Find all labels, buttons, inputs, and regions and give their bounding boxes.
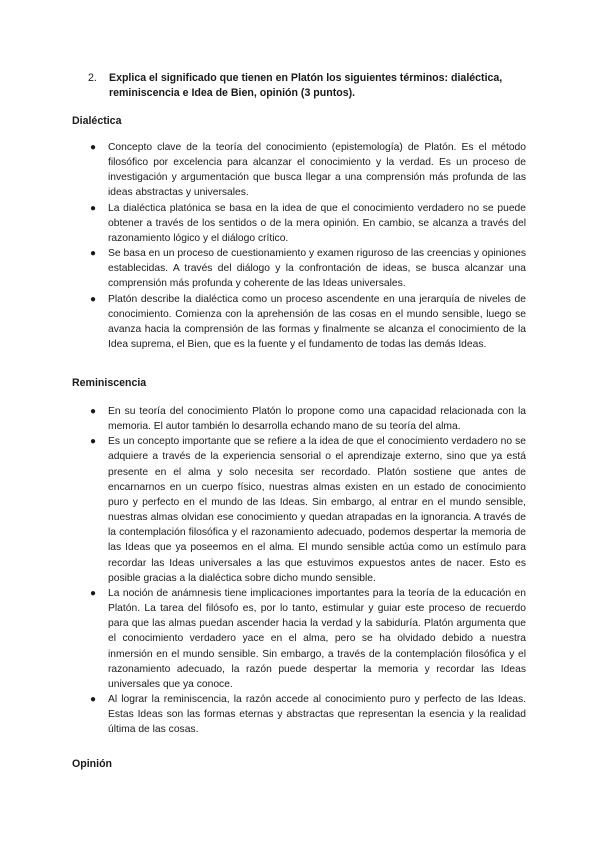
- list-item-text: La dialéctica platónica se basa en la idea de que el conocimiento verdadero no se puede obtener a través de los sentidos o de la mera opinión. En cambio, se alcanza a través del razonamiento lógico y el diálogo crítico.: [108, 202, 526, 244]
- list-item: [90, 586, 526, 692]
- bullet-icon: ●: [90, 436, 97, 448]
- dialectica-list: [90, 140, 526, 352]
- list-item: [90, 692, 526, 737]
- reminiscencia-list: [90, 404, 526, 737]
- list-item-text: Al lograr la reminiscencia, la razón accede al conocimiento puro y perfecto de las Ideas. Estas Ideas son las formas eternas y abstractas que representan la esencia y la realidad última de las cosas.: [108, 693, 526, 736]
- bullet-icon: ●: [90, 202, 97, 214]
- list-item: [90, 201, 526, 246]
- list-item-text: La noción de anámnesis tiene implicaciones importantes para la teoría de la educación en Platón. La tarea del filósofo es, por lo tanto, estimular y guiar este proceso de recuerdo para que las almas puedan ascender hacia la verdad y la sabiduría. Platón argumenta que el conocimiento verdadero yace en el alma, pero se ha olvidado debido a nuestra inmersión en el mundo sensible. Sin embargo, a través de la contemplación filosófica y el razonamiento adecuado, la razón puede despertar la memoria y recordar las Ideas universales que ya conoce.: [108, 587, 526, 690]
- list-item: [90, 404, 526, 434]
- bullet-icon: ●: [90, 693, 97, 705]
- list-item-text: Concepto clave de la teoría del conocimiento (epistemología) de Platón. Es el método filosófico por excelencia para alcanzar el conocimiento y la verdad. Es un proceso de investigación y argumentación que busca llegar a una comprensión más profunda de las ideas abstractas y universales.: [108, 142, 526, 199]
- question-number: 2.: [88, 72, 97, 84]
- bullet-icon: ●: [90, 248, 97, 260]
- list-item: [90, 246, 526, 291]
- bullet-icon: ●: [90, 293, 97, 305]
- list-item-text: En su teoría del conocimiento Platón lo propone como una capacidad relacionada con la memoria. El autor también lo desarrolla echando mano de su teoría del alma.: [108, 406, 526, 433]
- section-title-opinion: Opinión: [72, 758, 113, 770]
- list-item-text: Se basa en un proceso de cuestionamiento y examen riguroso de las creencias y opiniones establecidas. A través del diálogo y la confrontación de ideas, se busca alcanzar una comprensión más profunda y coherente de las Ideas universales.: [108, 248, 526, 290]
- section-title-dialectica: Dialéctica: [72, 115, 122, 127]
- section-title-reminiscencia: Reminiscencia: [72, 377, 147, 389]
- bullet-icon: ●: [90, 406, 97, 417]
- list-item: [90, 434, 526, 586]
- bullet-icon: ●: [90, 587, 97, 599]
- question-heading: [88, 71, 508, 101]
- bullet-icon: ●: [90, 142, 97, 153]
- list-item: [90, 140, 526, 201]
- list-item-text: Platón describe la dialéctica como un proceso ascendente en una jerarquía de niveles de conocimiento. Comienza con la aprehensión de las cosas en el mundo sensible, luego se avanza hacia la comprensión de las formas y finalmente se alcanza el conocimiento de la Idea suprema, el Bien, que es la fuente y el fundamento de todas las demás Ideas.: [108, 293, 526, 351]
- list-item: [90, 292, 526, 353]
- question-text: Explica el significado que tienen en Platón los siguientes términos: dialéctica, reminiscencia e Idea de Bien, opinión (3 puntos).: [109, 72, 503, 99]
- list-item-text: Es un concepto importante que se refiere a la idea de que el conocimiento verdadero no se adquiere a través de la experiencia sensorial o el aprendizaje externo, sino que ya está presente en el alma y solo necesita ser recordado. Platón sostiene que antes de encarnarnos en un cuerpo físico, nuestras almas existen en un estado de conocimiento puro y perfecto en el mundo de las Ideas. Sin embargo, al entrar en el mundo sensible, nuestras almas olvidan ese conocimiento y quedan atrapadas en la ignorancia. A través de la contemplación filosófica y el razonamiento adecuado, podemos despertar la memoria de las Ideas que ya poseemos en el alma. El mundo sensible actúa como un estímulo para recordar las Ideas universales a las que estuvimos expuestos antes de nacer. Esto es posible gracias a la dialéctica sobre dicho mundo sensible.: [108, 436, 526, 584]
